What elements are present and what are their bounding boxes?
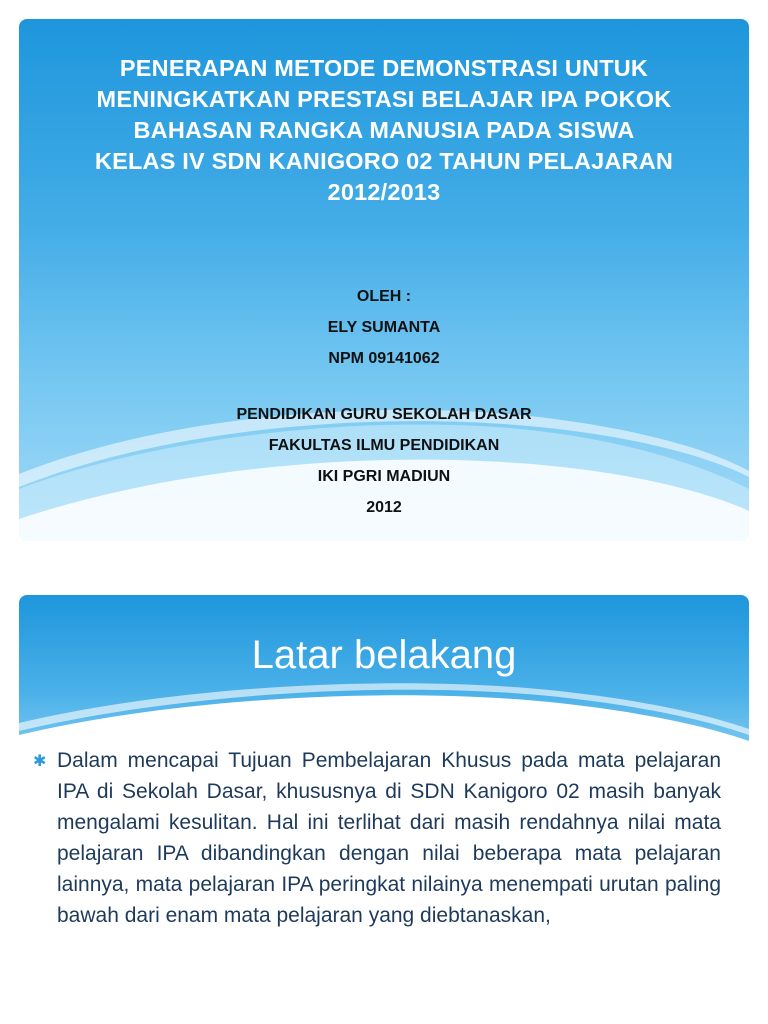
title-line: BAHASAN RANGKA MANUSIA PADA SISWA — [133, 117, 635, 143]
title-line: 2012/2013 — [327, 179, 441, 205]
faculty: FAKULTAS ILMU PENDIDIKAN — [268, 437, 500, 454]
year: 2012 — [366, 499, 402, 516]
institution-block — [19, 399, 749, 523]
author-name: ELY SUMANTA — [327, 319, 441, 336]
title-line: PENERAPAN METODE DEMONSTRASI UNTUK — [119, 55, 649, 81]
presentation-title — [39, 53, 729, 208]
body-paragraph: Dalam mencapai Tujuan Pembelajaran Khusus pada mata pelajaran IPA di Sekolah Dasar, khususnya di SDN Kanigoro 02 masih banyak mengalami kesulitan. Hal ini terlihat dari masih rendahnya nilai mata pelajaran IPA dibandingkan dengan nilai beberapa mata pelajaran lainnya, mata pelajaran IPA peringkat nilainya menempati urutan paling bawah dari enam mata pelajaran yang diebtanaskan, — [57, 749, 721, 927]
institution: IKI PGRI MADIUN — [317, 468, 451, 485]
title-line: KELAS IV SDN KANIGORO 02 TAHUN PELAJARAN — [94, 148, 674, 174]
author-block — [19, 281, 749, 374]
slide-heading: Latar belakang — [251, 633, 517, 677]
study-program: PENDIDIKAN GURU SEKOLAH DASAR — [236, 406, 532, 423]
author-by-label: OLEH : — [356, 288, 412, 305]
title-line: MENINGKATKAN PRESTASI BELAJAR IPA POKOK — [96, 86, 672, 112]
student-id: NPM 09141062 — [328, 350, 440, 367]
asterisk-bullet-icon: ✱ — [33, 753, 47, 770]
content-slide — [19, 595, 749, 1005]
title-slide — [19, 19, 749, 541]
